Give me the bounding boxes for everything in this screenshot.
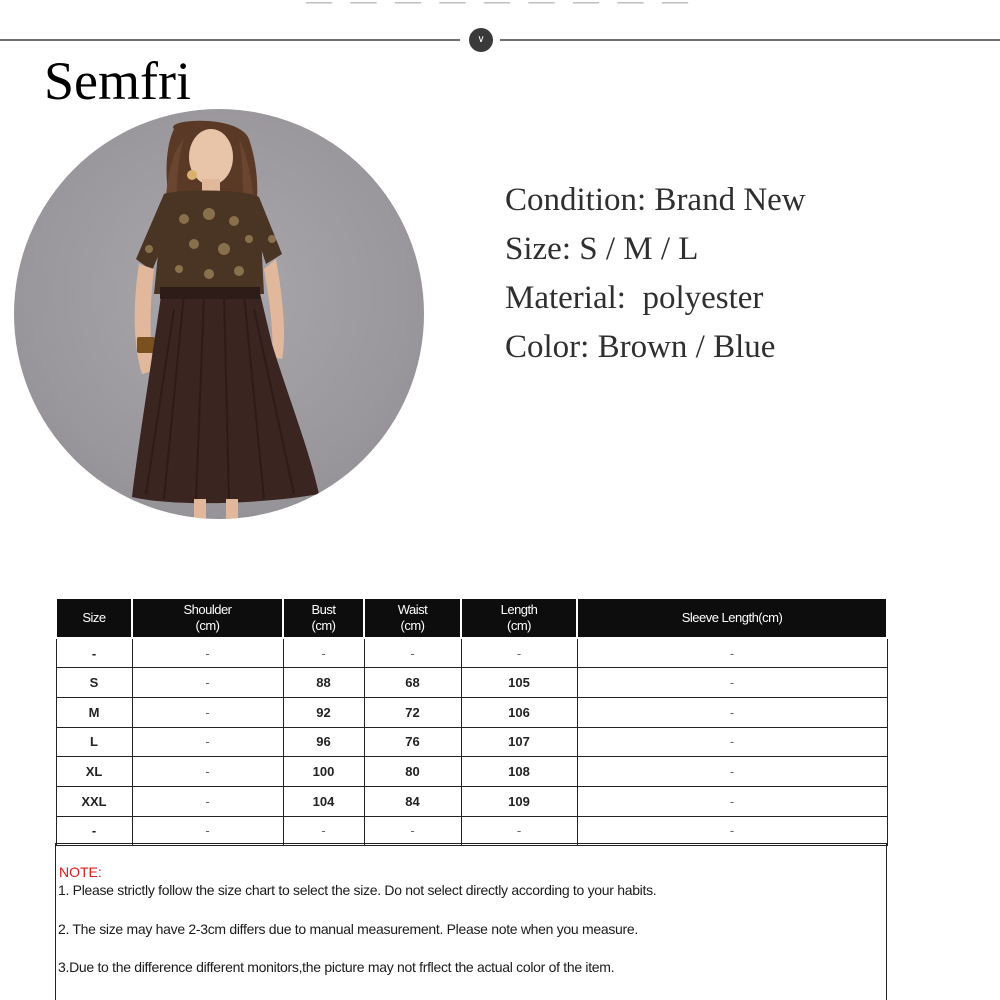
table-cell: - bbox=[577, 727, 887, 757]
table-cell: 106 bbox=[461, 697, 577, 727]
table-row bbox=[56, 638, 887, 668]
chevron-down-icon[interactable]: ∨ bbox=[469, 28, 493, 52]
table-cell: - bbox=[132, 697, 283, 727]
divider-line-left bbox=[0, 39, 460, 41]
spec-material: Material: polyester bbox=[505, 280, 764, 316]
size-chart-table bbox=[55, 597, 888, 846]
table-cell: 80 bbox=[364, 757, 461, 787]
cropped-header-text bbox=[250, 0, 750, 4]
table-cell: - bbox=[283, 638, 364, 668]
table-cell: - bbox=[132, 786, 283, 816]
column-header-length: Length (cm) bbox=[461, 598, 577, 638]
table-cell: - bbox=[577, 786, 887, 816]
table-cell: XL bbox=[56, 757, 132, 787]
table-cell: - bbox=[56, 816, 132, 846]
table-cell: - bbox=[577, 697, 887, 727]
table-cell: S bbox=[56, 668, 132, 698]
table-cell: - bbox=[364, 638, 461, 668]
table-cell: 88 bbox=[283, 668, 364, 698]
table-cell: M bbox=[56, 697, 132, 727]
dress-model-illustration bbox=[14, 109, 424, 519]
column-header-waist: Waist (cm) bbox=[364, 598, 461, 638]
table-cell: 108 bbox=[461, 757, 577, 787]
product-specs bbox=[505, 178, 806, 374]
brand-name: Semfri bbox=[44, 51, 191, 111]
table-cell: - bbox=[283, 816, 364, 846]
table-cell: - bbox=[461, 816, 577, 846]
table-cell: 104 bbox=[283, 786, 364, 816]
table-cell: L bbox=[56, 727, 132, 757]
column-header-sleeve-length: Sleeve Length(cm) bbox=[577, 598, 887, 638]
table-cell: 68 bbox=[364, 668, 461, 698]
table-header-row bbox=[56, 598, 887, 638]
table-cell: 100 bbox=[283, 757, 364, 787]
table-cell: - bbox=[577, 668, 887, 698]
table-cell: 76 bbox=[364, 727, 461, 757]
table-cell: 84 bbox=[364, 786, 461, 816]
table-row bbox=[56, 786, 887, 816]
model-photo bbox=[14, 109, 424, 519]
table-cell: XXL bbox=[56, 786, 132, 816]
table-cell: 72 bbox=[364, 697, 461, 727]
column-header-shoulder: Shoulder (cm) bbox=[132, 598, 283, 638]
table-row bbox=[56, 816, 887, 846]
note-line: 2. The size may have 2-3cm differs due to manual measurement. Please note when you measure. bbox=[58, 921, 638, 937]
spec-condition: Condition: Brand New bbox=[505, 182, 806, 218]
note-title: NOTE: bbox=[59, 864, 102, 880]
table-cell: - bbox=[577, 757, 887, 787]
table-cell: 107 bbox=[461, 727, 577, 757]
divider-line-right bbox=[500, 39, 1000, 41]
table-cell: 109 bbox=[461, 786, 577, 816]
note-line: 3.Due to the difference different monitors,the picture may not frflect the actual color of the item. bbox=[58, 959, 615, 975]
size-notes bbox=[55, 843, 887, 1000]
table-cell: - bbox=[461, 638, 577, 668]
table-cell: - bbox=[132, 757, 283, 787]
spec-color: Color: Brown / Blue bbox=[505, 329, 776, 365]
spec-size: Size: S / M / L bbox=[505, 231, 699, 267]
table-cell: - bbox=[577, 816, 887, 846]
table-cell: 92 bbox=[283, 697, 364, 727]
table-cell: - bbox=[577, 638, 887, 668]
note-line: 1. Please strictly follow the size chart to select the size. Do not select directly according to your habits. bbox=[58, 882, 657, 898]
table-cell: 105 bbox=[461, 668, 577, 698]
column-header-bust: Bust (cm) bbox=[283, 598, 364, 638]
table-cell: - bbox=[132, 816, 283, 846]
table-row bbox=[56, 697, 887, 727]
table-cell: 96 bbox=[283, 727, 364, 757]
table-cell: - bbox=[132, 638, 283, 668]
table-row bbox=[56, 757, 887, 787]
table-row bbox=[56, 668, 887, 698]
table-cell: - bbox=[364, 816, 461, 846]
table-cell: - bbox=[132, 668, 283, 698]
table-cell: - bbox=[132, 727, 283, 757]
table-row bbox=[56, 727, 887, 757]
column-header-size: Size bbox=[56, 598, 132, 638]
table-cell: - bbox=[56, 638, 132, 668]
